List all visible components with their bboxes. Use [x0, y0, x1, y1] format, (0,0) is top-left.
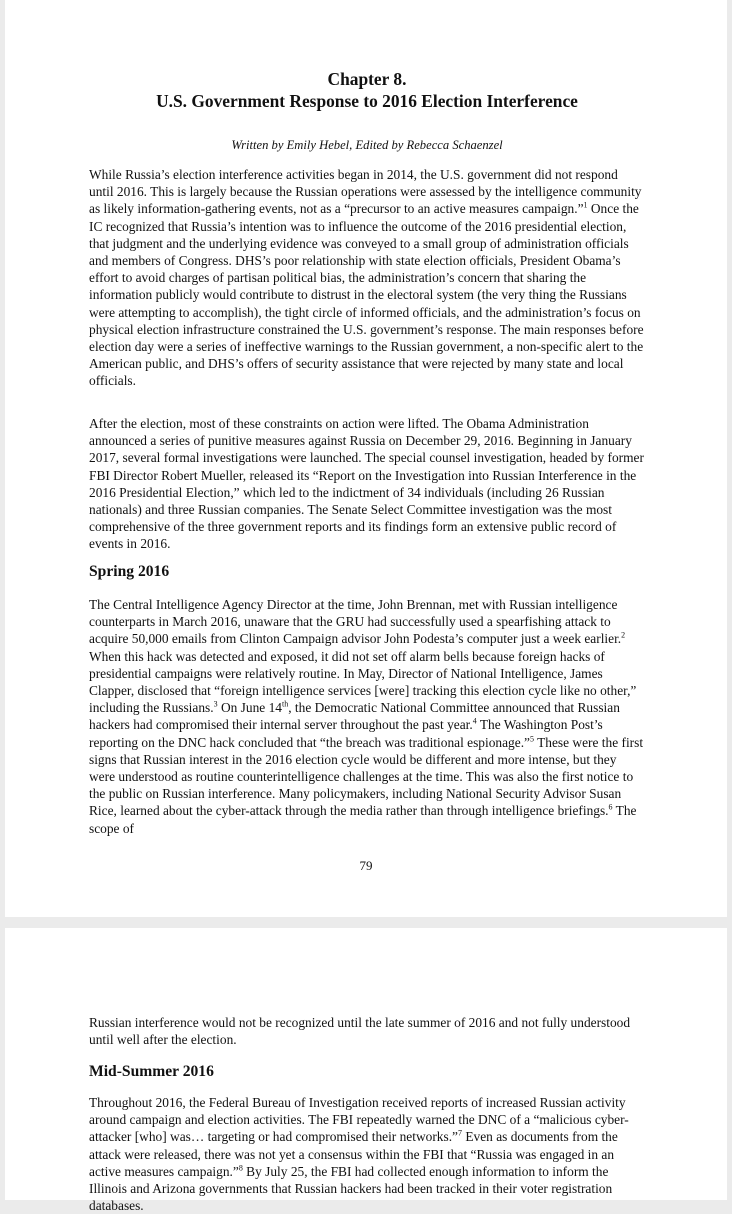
paragraph-continued: Russian interference would not be recognized until the late summer of 2016 and not fully understood until well after the election. [89, 1015, 631, 1048]
page-number: 79 [359, 858, 373, 873]
document-page-80 [5, 928, 727, 1214]
ordinal-suffix: th [281, 699, 289, 709]
footnote-ref[interactable]: 3 [213, 699, 218, 709]
paragraph-mid-summer-2016: Throughout 2016, the Federal Bureau of Investigation received reports of increased Russian activity around campaign and election activities. The FBI repeatedly warned the DNC of a “malicious cyber-attacker [who] was… targeting or had compromised their networks.”$^7$ Even as documents from the attack were released, there was not yet a consensus within the FBI that “Russia was engaged in an active measures campaign.”$^8$ By July 25, the FBI had collected enough information to inform the Illinois and Arizona governments that Russian hackers had been tracked in their voter registration databases. [89, 1095, 629, 1214]
byline: Written by Emily Hebel, Edited by Rebecca Schaenzel [231, 138, 503, 152]
chapter-number: Chapter 8. [327, 69, 407, 89]
chapter-title: U.S. Government Response to 2016 Election Interference [156, 91, 578, 111]
footnote-ref[interactable]: 8 [238, 1163, 243, 1173]
chapter-heading [89, 68, 645, 112]
paragraph-after-election: After the election, most of these constraints on action were lifted. The Obama Administration announced a series of punitive measures against Russia on December 29, 2016. Beginning in January 2017, several formal investigations were launched. The special counsel investigation, headed by former FBI Director Robert Mueller, released its “Report on the Investigation into Russian Interference in the 2016 Presidential Election,” which led to the indictment of 34 individuals (including 26 Russian nationals) and three Russian companies. The Senate Select Committee investigation was the most comprehensive of the three government reports and its findings form an extensive public record of events in 2016. [89, 416, 644, 552]
footnote-ref[interactable]: 7 [458, 1128, 462, 1138]
document-page-79 [5, 0, 727, 917]
footnote-ref[interactable]: 2 [621, 630, 626, 640]
paragraph-intro: While Russia’s election interference activities began in 2014, the U.S. government did not respond until 2016. This is largely because the Russian operations were assessed by the intelligence community as likely information-gathering events, not as a “precursor to an active measures campaign.”$^1$ Once the IC recognized that Russia’s intention was to influence the outcome of the 2016 presidential election, that judgment and the underlying evidence was conveyed to a small group of administration officials and members of Congress. DHS’s poor relationship with state election officials, President Obama’s effort to avoid charges of partisan political bias, the administration’s concern that sharing the information publicly would contribute to distrust in the electoral system (the very thing the Russians were attempting to accomplish), the tight circle of informed officials, and the administration’s focus on physical election infrastructure constrained the U.S. government’s response. The main responses before election day were a series of ineffective warnings to the Russian government, a non-specific alert to the American public, and DHS’s offers of security assistance that were rejected by many state and local officials. [89, 167, 644, 389]
footnote-ref[interactable]: 1 [583, 200, 588, 210]
footnote-ref[interactable]: 4 [472, 716, 477, 726]
footnote-ref[interactable]: 6 [608, 802, 613, 812]
section-heading-mid-summer-2016: Mid-Summer 2016 [89, 1063, 214, 1080]
paragraph-spring-2016: The Central Intelligence Agency Director at the time, John Brennan, met with Russian intelligence counterparts in March 2016, unaware that the GRU had successfully used a spearfishing attack to acquire 50,000 emails from Clinton Campaign advisor John Podesta’s computer just a week earlier.$^2$ When this hack was detected and exposed, it did not set off alarm bells because foreign hacks of presidential campaigns were relatively routine. In May, Director of National Intelligence, James Clapper, disclosed that “foreign intelligence services [were] tracking this election cycle like no other,” including the Russians.$^3$ On June 14th, the Democratic National Committee announced that Russian hackers had compromised their internal server throughout the past year.$^4$ The Washington Post’s reporting on the DNC hack concluded that “the breach was traditional espionage.”$^5$ These were the first signs that Russian interest in the 2016 election cycle would be different and more intense, but they were understood as routine counterintelligence challenges at the time. This was also the first notice to the public on Russian interference. Many policymakers, including National Security Advisor Susan Rice, learned about the cyber-attack through the media rather than through intelligence briefings.$^6$ The scope of [89, 597, 644, 836]
section-heading-spring-2016: Spring 2016 [89, 563, 170, 580]
footnote-ref[interactable]: 5 [530, 734, 534, 744]
